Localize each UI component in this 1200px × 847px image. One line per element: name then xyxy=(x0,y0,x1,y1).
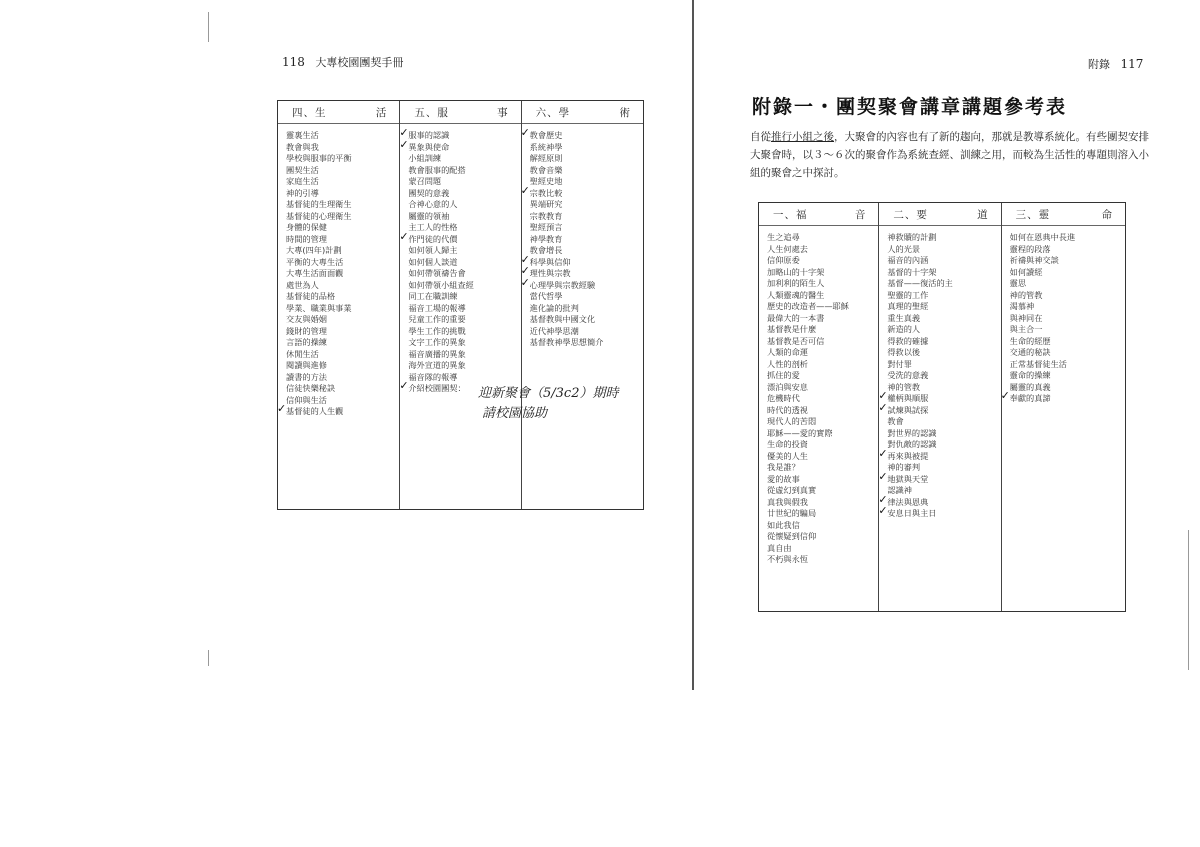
topic-item: 真我與假我 xyxy=(767,496,808,507)
topic-item: 人性的剖析 xyxy=(767,358,808,369)
topic-item: 現代人的苦悶 xyxy=(767,416,817,426)
topic-item: 基督教神學思想簡介 xyxy=(529,337,604,347)
topic-item: 基督徒的品格 xyxy=(286,291,336,301)
topic-item: 團契生活 xyxy=(286,164,319,175)
column-heading: 一、福 音 xyxy=(759,203,878,226)
page-title: 附錄一・團契聚會講章講題參考表 xyxy=(752,96,1068,118)
column-life xyxy=(278,101,400,509)
topic-item: 讀書的方法 xyxy=(286,371,327,382)
topic-item: 人類靈魂的醫生 xyxy=(767,289,825,300)
column-heading: 三、靈 命 xyxy=(1002,203,1125,226)
handwritten-checkmark-icon: ✓ xyxy=(520,126,530,139)
running-head xyxy=(282,54,403,70)
column-heading: 六、學 術 xyxy=(522,101,643,124)
topic-item: 基督教是什麼 xyxy=(767,324,817,334)
topic-item: 從懷疑到信仰 xyxy=(767,531,817,541)
topic-item: 優美的人生 xyxy=(767,450,808,461)
topic-item: 大專(四年)計劃 xyxy=(286,245,342,255)
topic-item: 祈禱與神交談 xyxy=(1009,255,1059,265)
handwritten-checkmark-icon: ✓ xyxy=(1000,389,1010,402)
topic-item: 文字工作的異象 xyxy=(408,337,466,347)
topic-item: 近代神學思潮 xyxy=(529,325,579,336)
topic-item: ✓ 安息日與主日 xyxy=(878,504,937,518)
handwritten-checkmark-icon: ✓ xyxy=(878,504,888,517)
topic-item: 兒童工作的重要 xyxy=(408,314,466,324)
handwritten-checkmark-icon: ✓ xyxy=(520,275,530,289)
topic-item: 系統神學 xyxy=(529,141,563,152)
column-heading: 五、服 事 xyxy=(400,101,520,124)
topics-table-right xyxy=(758,202,1126,612)
page-number: 117 xyxy=(1120,57,1144,71)
topic-item: 屬靈的領袖 xyxy=(408,210,450,221)
topic-item: 不朽與永恆 xyxy=(767,554,808,564)
handwritten-checkmark-icon: ✓ xyxy=(520,264,530,277)
topic-item: 蒙召問題 xyxy=(408,176,442,186)
topic-item: 靈思 xyxy=(1009,278,1027,288)
topic-item: 大專生活面面觀 xyxy=(286,268,344,278)
running-head xyxy=(1088,56,1143,72)
topic-item: 人類的命運 xyxy=(767,347,808,357)
topic-item: 基督教與中國文化 xyxy=(529,314,596,324)
topic-item: 受洗的意義 xyxy=(887,370,929,380)
topic-item: 基督——復活的主 xyxy=(887,278,953,288)
topic-item: 最偉大的一本書 xyxy=(767,312,825,323)
topic-item: 從虛幻到真實 xyxy=(767,485,817,495)
topic-item: 神的審判 xyxy=(887,462,921,472)
scan-mark xyxy=(208,650,209,666)
topic-item: 小組訓練 xyxy=(408,153,442,163)
handwritten-note-line2: 請校園協助 xyxy=(482,406,548,421)
scan-mark xyxy=(1188,530,1189,670)
topic-item: 教會增長 xyxy=(529,245,563,255)
topic-item: ✓ 作門徒的代價 xyxy=(399,229,458,244)
handwritten-note-line1: 迎新聚會（5/3c2）期時 xyxy=(478,386,619,401)
topic-item: 平衡的大專生活 xyxy=(286,256,344,267)
topic-item: 與神同在 xyxy=(1009,312,1043,323)
topic-item: 渴慕神 xyxy=(1009,301,1035,311)
topic-item: ✓ 教會歷史 xyxy=(520,126,563,140)
topic-item: 教會音樂 xyxy=(529,164,563,175)
topic-item: 交通的秘訣 xyxy=(1009,347,1051,357)
topic-item: 教會服事的配搭 xyxy=(408,164,466,175)
topic-item: 閱讀與進修 xyxy=(286,360,327,370)
topic-item: 新造的人 xyxy=(887,324,921,334)
topic-item: 基督的十字架 xyxy=(887,266,937,277)
topic-item: ✓ 奉獻的真諦 xyxy=(1000,389,1051,403)
topic-item: 如何帶領禱告會 xyxy=(408,268,466,278)
topic-item: ✓ 地獄與天堂 xyxy=(878,469,929,484)
handwritten-checkmark-icon: ✓ xyxy=(520,252,530,266)
topic-item: 如此我信 xyxy=(767,519,800,530)
topic-item: 處世為人 xyxy=(286,279,319,290)
topic-list xyxy=(278,124,399,418)
handwritten-checkmark-icon: ✓ xyxy=(277,402,287,415)
column-service xyxy=(400,101,521,509)
topic-item: 廿世紀的騙局 xyxy=(767,508,817,518)
topic-item: 神學教育 xyxy=(529,233,563,244)
topic-item: 福音廣播的異象 xyxy=(408,348,466,359)
topic-item: 福音的內涵 xyxy=(887,255,929,265)
topic-item: 當代哲學 xyxy=(529,291,563,301)
topic-item: 休閒生活 xyxy=(286,348,319,359)
topic-item: 交友與婚姻 xyxy=(286,314,327,324)
topic-item: 對仇敵的認識 xyxy=(887,439,937,449)
topic-item: 我是誰？ xyxy=(767,462,800,472)
topic-item: 屬靈的真義 xyxy=(1009,381,1051,392)
topic-item: 漂泊與安息 xyxy=(767,381,808,392)
topic-item: 團契的意義 xyxy=(408,187,450,198)
topic-item: 如何在恩典中長進 xyxy=(1009,232,1076,242)
handwritten-checkmark-icon: ✓ xyxy=(878,469,888,483)
topic-item: 解經原則 xyxy=(529,153,563,163)
column-spiritual-life xyxy=(1002,203,1125,611)
scan-mark xyxy=(208,12,209,42)
topic-item: 宗教教育 xyxy=(529,210,563,221)
intro-paragraph: 自從推行小組之後，大聚會的內容也有了新的趨向，那就是教導系統化。有些團契安排大聚會時，以３～６次的聚會作為系統查經、訓練之用，而較為生活性的專題則溶入小組的聚會之中探討。 xyxy=(750,131,1149,179)
topic-item: 對付罪 xyxy=(887,358,912,369)
topic-item: 生命的投資 xyxy=(767,439,808,449)
topic-item: 錢財的管理 xyxy=(286,325,327,336)
topic-item: 基督徒的生理衛生 xyxy=(286,199,352,209)
handwritten-checkmark-icon: ✓ xyxy=(520,183,530,197)
topic-item: 如何帶領小組查經 xyxy=(408,279,474,290)
topic-item: 神救贖的計劃 xyxy=(887,232,937,242)
topic-item: ✓ 科學與信仰 xyxy=(520,252,571,267)
topic-item: 生命的經歷 xyxy=(1009,335,1051,346)
topic-item: 時間的管理 xyxy=(286,233,327,244)
underlined-phrase: 推行小組之後 xyxy=(771,131,834,143)
topic-item: 聖經史地 xyxy=(529,176,563,186)
topic-item: ✓ 試煉與試探 xyxy=(878,400,929,415)
page-number: 118 xyxy=(282,55,305,69)
topic-item: 聖經預言 xyxy=(529,222,563,232)
topic-item: ✓ 服事的認識 xyxy=(399,126,450,140)
topic-item: 言語的操練 xyxy=(286,337,327,347)
topic-item: 身體的保健 xyxy=(286,222,327,232)
topic-item: 基督徒的心理衛生 xyxy=(286,210,352,221)
topic-item: 對世界的認識 xyxy=(887,427,937,438)
handwritten-checkmark-icon: ✓ xyxy=(399,137,409,151)
topic-item: 聖靈的工作 xyxy=(887,289,929,300)
topic-item: 愛的故事 xyxy=(767,473,800,484)
topic-item: 信徒快樂秘訣 xyxy=(286,383,336,393)
topic-item: 海外宣道的異象 xyxy=(408,360,466,370)
topic-item: 如何讀經 xyxy=(1009,266,1043,277)
column-heading: 二、要 道 xyxy=(879,203,1000,226)
topic-item: ✓ 律法與恩典 xyxy=(878,492,929,507)
topic-item: 生之追尋 xyxy=(767,232,800,242)
topic-item: 人的光景 xyxy=(887,243,921,254)
topic-item: ✓ 權柄與順服 xyxy=(878,389,929,403)
topic-item: 真理的聖經 xyxy=(887,301,929,311)
topic-item: 信仰原委 xyxy=(767,255,800,265)
topic-item: 學業、職業與事業 xyxy=(286,302,352,313)
handwritten-checkmark-icon: ✓ xyxy=(878,446,888,460)
topic-item: 歷史的改造者——耶穌 xyxy=(767,301,849,311)
handwritten-checkmark-icon: ✓ xyxy=(399,379,409,392)
topic-item: 靈命的操練 xyxy=(1009,370,1051,380)
topic-item: 神的引導 xyxy=(286,187,319,198)
topic-list xyxy=(400,124,520,395)
handwritten-checkmark-icon: ✓ xyxy=(399,229,409,243)
topic-item: ✓ 宗教比較 xyxy=(520,183,563,198)
topics-table-left xyxy=(277,100,644,510)
right-page xyxy=(694,0,1200,847)
topic-item: 進化論的批判 xyxy=(529,302,579,313)
topic-item: 加略山的十字架 xyxy=(767,266,825,277)
topic-item: ✓ 再來與被提 xyxy=(878,446,929,461)
topic-item: 神的管教 xyxy=(887,381,921,392)
topic-item: 如何領人歸主 xyxy=(408,245,458,255)
topic-item: 福音工場的報導 xyxy=(408,302,466,313)
topic-item: 得救的確據 xyxy=(887,335,929,346)
topic-item: 認識神 xyxy=(887,485,912,495)
topic-item: 同工在職訓練 xyxy=(408,291,458,301)
handwritten-checkmark-icon: ✓ xyxy=(878,400,888,414)
topic-item: 福音隊的報導 xyxy=(408,371,458,382)
topic-item: 與主合一 xyxy=(1009,324,1043,334)
topic-list xyxy=(1002,226,1125,405)
topic-item: 學生工作的挑戰 xyxy=(408,325,466,336)
topic-item: 重生真義 xyxy=(887,312,921,323)
topic-item: ✓ 心理學與宗教經驗 xyxy=(520,275,596,290)
column-heading: 四、生 活 xyxy=(278,101,399,124)
topic-item: 時代的透視 xyxy=(767,404,808,415)
section-label: 附錄 xyxy=(1088,58,1110,71)
topic-item: 靈裏生活 xyxy=(286,130,319,140)
topic-list xyxy=(759,226,878,566)
topic-item: 信仰與生活 xyxy=(286,394,327,405)
topic-item: 主工人的性格 xyxy=(408,222,458,232)
topic-item: 家庭生活 xyxy=(286,176,319,186)
topic-item: 靈程的段落 xyxy=(1009,243,1051,254)
topic-item: 抓住的愛 xyxy=(767,370,800,380)
topic-item: 正常基督徒生活 xyxy=(1009,358,1067,369)
topic-item: ✓ 異象與使命 xyxy=(399,137,450,152)
column-doctrine xyxy=(879,203,1001,611)
topic-item: ✓ 介紹校園團契： xyxy=(399,379,466,393)
topic-item: 合神心意的人 xyxy=(408,199,458,209)
topic-item: 危機時代 xyxy=(767,393,800,403)
topic-item: 如何個人談道 xyxy=(408,256,458,267)
column-academic xyxy=(522,101,643,509)
topic-item: 真自由 xyxy=(767,542,792,553)
topic-item: ✓ 基督徒的人生觀 xyxy=(277,402,344,416)
topic-item: 教會與我 xyxy=(286,141,319,152)
column-gospel xyxy=(759,203,879,611)
topic-item: 耶穌——愛的實際 xyxy=(767,427,833,438)
topic-item: 教會 xyxy=(887,416,904,426)
topic-item: 基督教是否可信 xyxy=(767,335,825,346)
topic-item: ✓ 理性與宗教 xyxy=(520,264,571,278)
topic-item: 得救以後 xyxy=(887,347,921,357)
topic-item: 人生何處去 xyxy=(767,243,808,254)
topic-item: 異端研究 xyxy=(529,199,563,209)
book-title: 大專校園團契手冊 xyxy=(315,56,404,69)
handwritten-checkmark-icon: ✓ xyxy=(878,389,888,402)
topic-list xyxy=(879,226,1000,520)
topic-item: 神的管教 xyxy=(1009,289,1043,300)
topic-item: 加利利的陌生人 xyxy=(767,278,825,288)
topic-item: 學校與服事的平衡 xyxy=(286,153,352,163)
topic-list xyxy=(522,124,643,349)
handwritten-checkmark-icon: ✓ xyxy=(399,126,409,139)
handwritten-checkmark-icon: ✓ xyxy=(878,492,888,506)
